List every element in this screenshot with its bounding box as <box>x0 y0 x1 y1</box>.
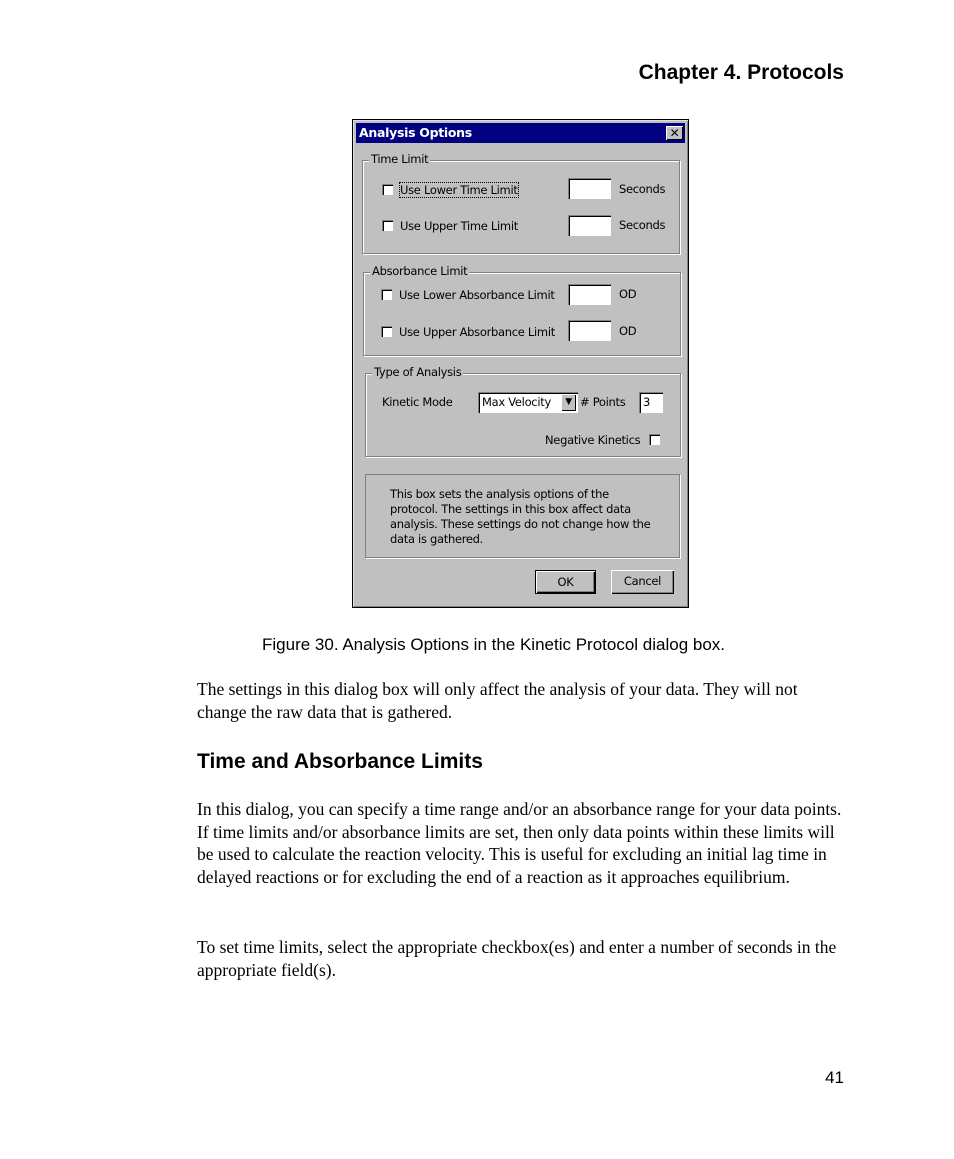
type-of-analysis-legend: Type of Analysis <box>374 365 462 379</box>
dialog-titlebar <box>356 123 685 143</box>
kinetic-mode-label: Kinetic Mode <box>382 395 453 409</box>
intro-paragraph: The settings in this dialog box will only affect the analysis of your data. They will not change the raw data that is gathered. <box>197 679 798 722</box>
lower-time-limit-row <box>382 183 518 197</box>
time-limit-group <box>362 152 680 254</box>
figure-caption: Figure 30. Analysis Options in the Kinetic Protocol dialog box. <box>262 635 726 654</box>
upper-absorbance-row <box>381 325 555 339</box>
upper-absorbance-checkbox[interactable] <box>381 326 392 337</box>
upper-time-unit: Seconds <box>619 218 666 232</box>
kinetic-mode-value: Max Velocity <box>482 395 551 409</box>
upper-absorbance-unit: OD <box>619 324 637 338</box>
chapter-header: Chapter 4. Protocols <box>638 61 844 84</box>
page-number: 41 <box>825 1068 844 1087</box>
section-heading: Time and Absorbance Limits <box>197 750 483 773</box>
upper-time-limit-input[interactable] <box>568 215 611 236</box>
lower-absorbance-checkbox[interactable] <box>381 289 392 300</box>
time-limit-legend: Time Limit <box>371 152 429 166</box>
points-input[interactable]: 3 <box>639 392 663 413</box>
lower-time-limit-input[interactable] <box>568 178 611 199</box>
upper-absorbance-input[interactable] <box>568 320 611 341</box>
lower-time-limit-checkbox[interactable] <box>382 184 393 195</box>
type-of-analysis-group <box>365 365 681 457</box>
cancel-button[interactable]: Cancel <box>611 570 674 594</box>
chevron-down-icon[interactable]: ▼ <box>561 394 576 411</box>
lower-absorbance-row <box>381 288 555 302</box>
points-label: # Points <box>580 395 626 409</box>
ok-button[interactable]: OK <box>535 570 596 594</box>
absorbance-limit-group <box>363 264 681 356</box>
kinetic-mode-select[interactable] <box>478 392 578 413</box>
negative-kinetics-label[interactable]: Negative Kinetics <box>545 433 641 447</box>
upper-time-limit-checkbox[interactable] <box>382 220 393 231</box>
close-icon: ✕ <box>669 126 680 140</box>
lower-absorbance-input[interactable] <box>568 284 611 305</box>
info-text: This box sets the analysis options of the protocol. The settings in this box affect data analysis. These settings do not change how the data is gathered. <box>390 487 651 546</box>
analysis-options-dialog <box>352 119 689 608</box>
upper-absorbance-label[interactable]: Use Upper Absorbance Limit <box>399 325 555 339</box>
info-box <box>365 474 680 558</box>
lower-absorbance-label[interactable]: Use Lower Absorbance Limit <box>399 288 555 302</box>
paragraph-time-absorbance: In this dialog, you can specify a time range and/or an absorbance range for your data points. If time limits and/or absorbance limits are set, then only data points within these limits will be used to calculate the reaction velocity. This is useful for excluding an initial lag time in delayed reactions or for excluding the end of a reaction as it approaches equilibrium. <box>197 799 842 887</box>
lower-absorbance-unit: OD <box>619 287 637 301</box>
upper-time-limit-label[interactable]: Use Upper Time Limit <box>400 219 518 233</box>
lower-time-unit: Seconds <box>619 182 666 196</box>
lower-time-limit-label[interactable]: Use Lower Time Limit <box>400 183 518 197</box>
close-button[interactable] <box>666 126 683 140</box>
upper-time-limit-row <box>382 219 518 233</box>
paragraph-set-time-limits: To set time limits, select the appropriate checkbox(es) and enter a number of seconds in the appropriate field(s). <box>197 937 837 980</box>
absorbance-limit-legend: Absorbance Limit <box>372 264 468 278</box>
negative-kinetics-row <box>545 433 667 447</box>
negative-kinetics-checkbox[interactable] <box>649 434 660 445</box>
dialog-title: Analysis Options <box>359 125 472 140</box>
